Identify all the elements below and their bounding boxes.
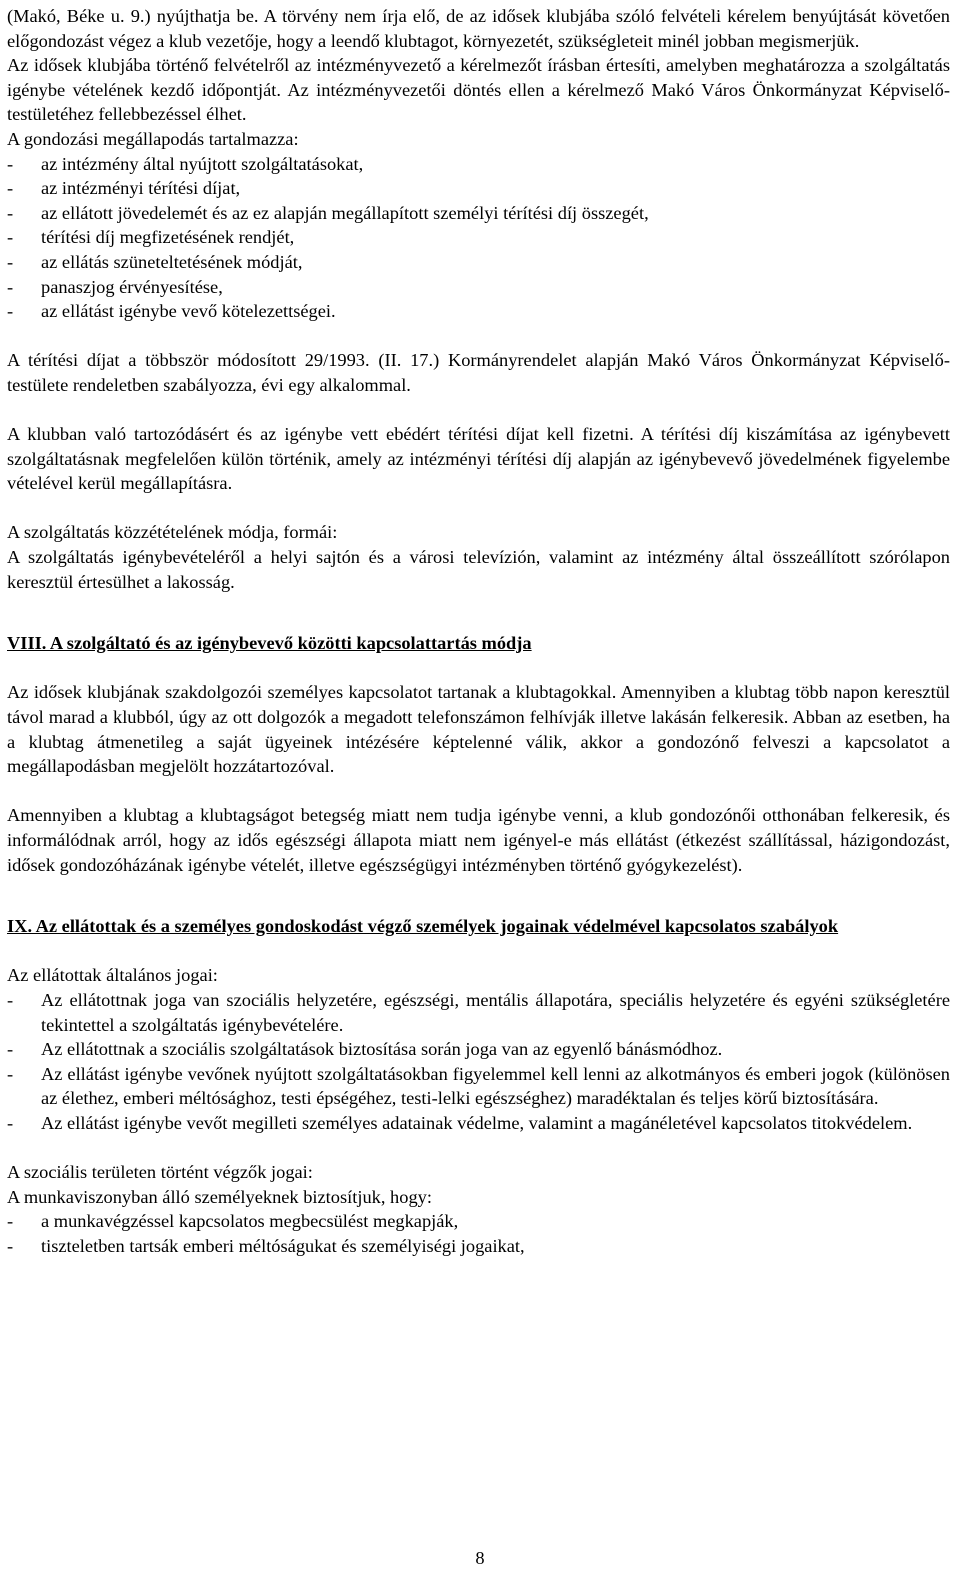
agreement-lead: A gondozási megállapodás tartalmazza: [7, 128, 299, 149]
rights-lead: Az ellátottak általános jogai: [7, 965, 218, 986]
intro-paragraph-notification: Az idősek klubjába történő felvételről az intézményvezető a kérelmezőt írásban értesíti, amelyben meghatározza a szolgáltatás igénybe vételének kezdő időpontját. Az intézményvezetői döntés ellen a kérelmező Makó Város Önkormányzat Képviselő-testületéhez fellebbezéssel élhet. [7, 55, 950, 125]
publicity-paragraph: A szolgáltatás igénybevételéről a helyi sajtón és a városi televízión, valamint az intézmény által összeállított szórólapon keresztül értesülhet a lakosság. [7, 547, 950, 592]
spacer [7, 779, 950, 804]
section-8-heading: VIII. A szolgáltató és az igénybevevő közötti kapcsolattartás módja [7, 633, 532, 654]
publicity-lead: A szolgáltatás közzétételének módja, formái: [7, 522, 338, 543]
list-item: - tiszteletben tartsák emberi méltóságukat és személyiségi jogaikat, [7, 1234, 950, 1259]
section-9-heading: IX. Az ellátottak és a személyes gondoskodást végző személyek jogainak védelmével kapcsolatos szabályok [7, 916, 839, 937]
list-item: - az intézményi térítési díjat, [7, 176, 950, 201]
list-item: - Az ellátottnak joga van szociális helyzetére, egészségi, mentális állapotára, speciális helyzetére és egyéni szükségletére tekintettel a szolgáltatás igénybevételére. [7, 988, 950, 1037]
rights-list [7, 988, 950, 1136]
workers-rights-sub: A munkaviszonyban álló személyeknek biztosítjuk, hogy: [7, 1186, 432, 1207]
spacer [7, 594, 950, 631]
intro-paragraph-admission: (Makó, Béke u. 9.) nyújthatja be. A törvény nem írja elő, de az idősek klubjába szóló felvételi kérelem benyújtását követően előgondozást végez a klub vezetője, hogy a leendő klubtagot, környezetét, szükségleteit minél jobban megismerjük. [7, 6, 950, 51]
list-item: - Az ellátottnak a szociális szolgáltatások biztosítása során joga van az egyenlő bánásmódhoz. [7, 1037, 950, 1062]
list-item: - térítési díj megfizetésének rendjét, [7, 225, 950, 250]
page-number: 8 [475, 1548, 485, 1568]
section-8-paragraph-contact: Az idősek klubjának szakdolgozói személyes kapcsolatot tartanak a klubtagokkal. Amennyiben a klubtag több napon keresztül távol marad a klubból, úgy az ott dolgozók a megadott telefonszámon felhívják illetve lakásán felkeresik. Abban az esetben, ha a klubtag átmenetileg a saját ügyeinek intézésére képtelenné válik, akkor a gondozónő felveszi a kapcsolatot a megállapodásban megjelölt hozzátartozóval. [7, 682, 950, 777]
spacer [7, 656, 950, 681]
section-8-paragraph-illness: Amennyiben a klubtag a klubtagságot betegség miatt nem tudja igénybe venni, a klub gondozónői otthonában felkeresik, és informálódnak arról, hogy az idős egészségi állapota miatt nem igényel-e más ellátást (étkezést szállítással, házigondozást, idősek gondozóházának igénybe vételét, illetve egészségügyi intézményben történő gyógykezelést). [7, 805, 950, 875]
spacer [7, 877, 950, 914]
fee-regulation-paragraph: A térítési díjat a többször módosított 29/1993. (II. 17.) Kormányrendelet alapján Makó Város Önkormányzat Képviselő-testülete rendeletben szabályozza, évi egy alkalommal. [7, 350, 950, 395]
agreement-list [7, 152, 950, 324]
fee-calculation-paragraph: A klubban való tartozódásért és az igénybe vett ebédért térítési díjat kell fizetni. A térítési díj kiszámítása az igénybevett szolgáltatásnak megfelelően külön történik, amely az intézményi térítési díj alapján az igénybevevő jövedelmének figyelembe vételével kerül megállapításra. [7, 424, 950, 494]
list-item: - az ellátást igénybe vevő kötelezettségei. [7, 299, 950, 324]
list-item: - az intézmény által nyújtott szolgáltatásokat, [7, 152, 950, 177]
list-item: - a munkavégzéssel kapcsolatos megbecsülést megkapják, [7, 1209, 950, 1234]
list-item: - Az ellátást igénybe vevőnek nyújtott szolgáltatásokban figyelemmel kell lenni az alkotmányos és emberi jogok (különösen az élethez, emberi méltósághoz, testi épségéhez, testi-lelki egészséghez) maradéktalan és teljes körű biztosítására. [7, 1062, 950, 1111]
spacer [7, 324, 950, 349]
list-item: - Az ellátást igénybe vevőt megilleti személyes adatainak védelme, valamint a magánéletével kapcsolatos titokvédelem. [7, 1111, 950, 1136]
list-item: - az ellátott jövedelemét és az ez alapján megállapított személyi térítési díj összegét, [7, 201, 950, 226]
list-item: - panaszjog érvényesítése, [7, 275, 950, 300]
spacer [7, 398, 950, 423]
list-item: - az ellátás szüneteltetésének módját, [7, 250, 950, 275]
spacer [7, 939, 950, 964]
spacer [7, 496, 950, 521]
workers-rights-list [7, 1209, 950, 1258]
workers-rights-lead: A szociális területen történt végzők jogai: [7, 1162, 313, 1183]
document-page [7, 4, 950, 1259]
spacer [7, 1136, 950, 1161]
